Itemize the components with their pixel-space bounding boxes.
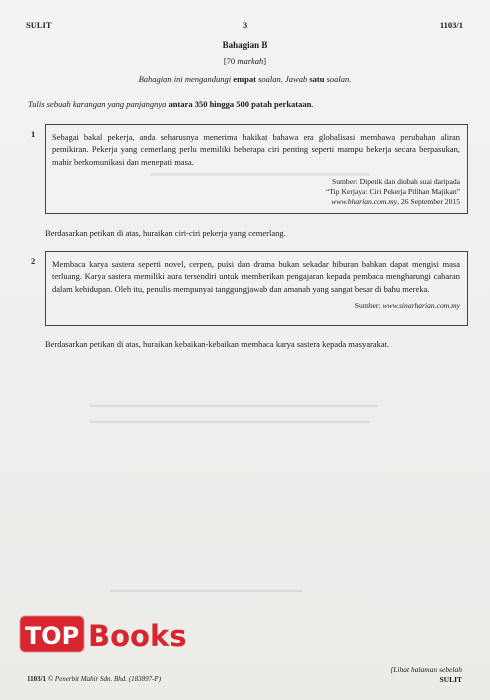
topbooks-logo (18, 612, 218, 658)
essay-instruction-text: Tulis sebuah karangan yang panjangnya (28, 99, 169, 109)
paper-code: 1103/1 (439, 20, 463, 30)
section-instruction (0, 74, 490, 84)
question-2-passage-box (45, 251, 468, 326)
question-1-source (52, 177, 460, 207)
question-1-passage-box (45, 124, 468, 214)
topbooks-logo-graphic (18, 612, 218, 658)
bleed-through-texture: ▬▬▬▬▬▬▬▬▬▬▬▬▬▬▬▬▬▬▬▬▬▬▬▬▬▬▬▬▬▬▬▬▬▬▬▬ (90, 400, 378, 409)
essay-word-range: antara 350 hingga 500 patah perkataan (168, 99, 312, 109)
bleed-through-texture: ▬▬▬▬▬▬▬▬▬▬▬▬▬▬▬▬▬▬▬▬▬▬ (150, 168, 370, 179)
see-next-page: [Lihat halaman sebelah (390, 665, 462, 674)
source-site: www.bharian.com.my (331, 197, 398, 207)
source-line: Sumber: Dipetik dan diubah suai daripada (331, 177, 460, 187)
marks-open: [70 (223, 56, 238, 66)
question-2-passage: Membaca karya sastera seperti novel, cerpen, puisi dan drama bukan sekadar hiburan bahkan dapat mengisi masa terluang. Karya sastera memiliki aura tersendiri untuk memberikan pengajaran kepada pembaca mengharungi cabaran dalam kehidupan. Oleh itu, penulis mempunyai tanggungjawab dan amanah yang sangat besar di bahu mereka. (52, 259, 460, 294)
header-sulit: SULIT (26, 20, 52, 30)
section-marks (0, 56, 490, 66)
footer-code: 1103/1 (27, 675, 47, 683)
logo-text-books: Books (88, 619, 187, 653)
question-1-passage: Sebagai bakal pekerja, anda seharusnya menerima hakikat bahawa era globalisasi membawa perubahan aliran pemikiran. Pekerja yang cemerlang perlu memiliki beberapa ciri penting seperti mampu bekerja secara berpasukan, mahir berkomunikasi dan menepati masa. (52, 132, 460, 167)
footer-sulit: SULIT (439, 675, 462, 684)
question-number: 2 (31, 256, 36, 266)
question-number: 1 (31, 129, 36, 139)
source-line: “Tip Kerjaya: Ciri Pekerja Pilihan Majikan” (325, 187, 460, 197)
source-site: www.sinarharian.com.my (382, 301, 460, 311)
instruction-text: soalan. (324, 74, 352, 84)
instruction-text: Bahagian ini mengandungi (138, 74, 234, 84)
footer-publisher (27, 675, 161, 683)
question-1-task: Berdasarkan petikan di atas, huraikan ciri-ciri pekerja yang cemerlang. (45, 228, 286, 238)
bleed-through-texture: ▬▬▬▬▬▬▬▬▬▬▬▬▬▬▬▬▬▬▬▬▬▬▬▬ (110, 585, 302, 594)
essay-length-instruction (28, 99, 313, 109)
page-number: 3 (242, 20, 248, 30)
instruction-emphasis: satu (309, 74, 325, 84)
marks-word: markah (237, 56, 264, 66)
publisher-credit: © Penerbit Mahir Sdn. Bhd. (183897-P) (46, 675, 162, 683)
source-line (52, 197, 460, 207)
logo-text-top: TOP (24, 622, 80, 650)
section-title: Bahagian B (222, 40, 268, 50)
essay-instruction-text: . (311, 99, 314, 109)
question-2-task: Berdasarkan petikan di atas, huraikan kebaikan-kebaikan membaca karya sastera kepada masyarakat. (45, 339, 390, 349)
question-2-source (52, 301, 460, 311)
bleed-through-texture: ▬▬▬▬▬▬▬▬▬▬▬▬▬▬▬▬▬▬▬▬▬▬▬▬▬▬▬▬▬▬▬▬▬▬▬ (90, 416, 370, 425)
footer-note (390, 665, 462, 685)
source-date: , 26 September 2015 (397, 197, 460, 207)
marks-close: ] (263, 56, 267, 66)
instruction-emphasis: empat (233, 74, 256, 84)
instruction-text: soalan. Jawab (255, 74, 310, 84)
source-label: Sumber: (354, 301, 383, 311)
